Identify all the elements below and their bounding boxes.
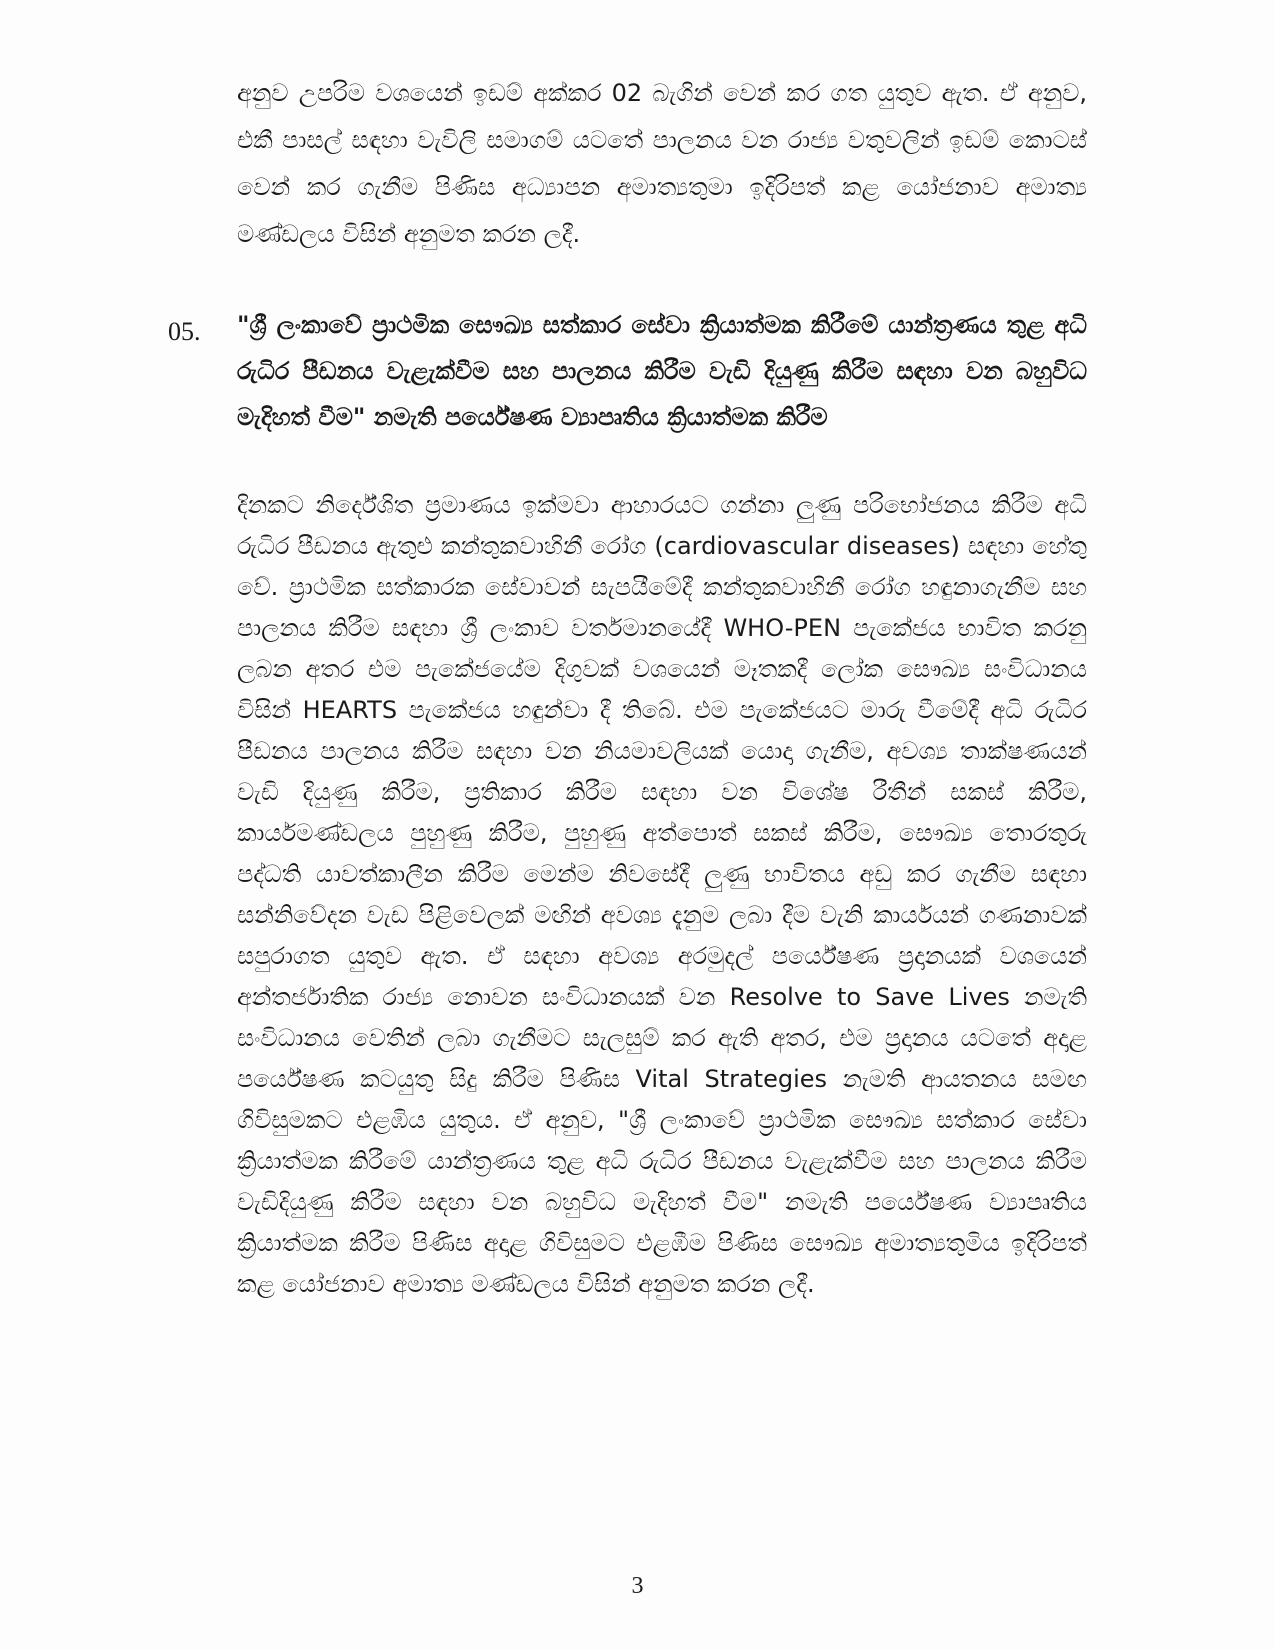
page-number: 3: [631, 1573, 644, 1599]
item-heading: "ශ්‍රී ලංකාවේ ප්‍රාථමික සෞඛ්‍ය සත්කාර සේවා ක්‍රියාත්මක කිරීමේ යාන්ත්‍රණය තුළ අධි රුධිර පීඩනය වැළැක්වීම සහ පාලනය කිරීම වැඩි දියුණු කිරීම සඳහා වන බහුවිධ මැදිහත් වීම" නමැති පර්යේෂණ ව්‍යාපෘතිය ක්‍රියාත්මක කිරීම: [237, 311, 1087, 431]
intro-paragraph: අනුව උපරිම වශයෙන් ඉඩම් අක්කර 02 බැගින් වෙන් කර ගත යුතුව ඇත. ඒ අනුව, එකී පාසල් සඳහා වැවිලි සමාගම් යටතේ පාලනය වන රාජ්‍ය වතුවලින් ඉඩම් කොටස් වෙන් කර ගැනීම පිණිස අධ්‍යාපන අමාත්‍යතුමා ඉදිරිපත් කළ යෝජනාව අමාත්‍ය මණ්ඩලය විසින් අනුමත කරන ලදී.: [237, 79, 1087, 248]
item-number: 05.: [168, 317, 201, 346]
item-body-paragraph: දිනකට නිර්දේශිත ප්‍රමාණය ඉක්මවා ආහාරයට ගන්නා ලුණු පරිභෝජනය කිරීම අධි රුධිර පීඩනය ඇතුළු කන්තුකවාහිනී රෝග (cardiovascular diseases) සඳහා හේතු වේ. ප්‍රාථමික සත්කාරක සේවාවන් සැපයීමේදී කන්තුකවාහිනී රෝග හඳුනාගැනීම සහ පාලනය කිරීම සඳහා ශ්‍රී ලංකාව වර්තමානයේදී WHO-PEN පැකේජය භාවිත කරනු ලබන අතර එම පැකේජයේම දිගුවක් වශයෙන් මෑතකදී ලෝක සෞඛ්‍ය සංවිධානය විසින් HEARTS පැකේජය හඳුන්වා දී තිබේ. එම පැකේජයට මාරු වීමේදී අධි රුධිර පීඩනය පාලනය කිරීම සඳහා වන නියමාවලියක් යොදා ගැනීම, අවශ්‍ය තාක්ෂණයන් වැඩි දියුණු කිරීම, ප්‍රතිකාර කිරීම සඳහා වන විශේෂ රීතීන් සකස් කිරීම, කාර්යමණ්ඩලය පුහුණු කිරීම, පුහුණු අත්පොත් සකස් කිරීම, සෞඛ්‍ය තොරතුරු පද්ධති යාවත්කාලීන කිරීම මෙන්ම නිවසේදී ලුණු භාවිතය අඩු කර ගැනීම සඳහා සන්නිවේදන වැඩ පිළිවෙලක් මඟින් අවශ්‍ය දැනුම ලබා දීම වැනි කාර්යයන් ගණනාවක් සපුරාගත යුතුව ඇත. ඒ සඳහා අවශ්‍ය අරමුදල් පර්යේෂණ ප්‍රදානයක් වශයෙන් අන්තර්ජාතික රාජ්‍ය නොවන සංවිධානයක් වන Resolve to Save Lives නමැති සංවිධානය වෙතින් ලබා ගැනීමට සැලසුම් කර ඇති අතර, එම ප්‍රදානය යටතේ අදාළ පර්යේෂණ කටයුතු සිදු කිරීම පිණිස Vital Strategies නැමති ආයතනය සමඟ ගිවිසුමකට එළඹිය යුතුය. ඒ අනුව, "ශ්‍රී ලංකාවේ ප්‍රාථමික සෞඛ්‍ය සත්කාර සේවා ක්‍රියාත්මක කිරීමේ යාන්ත්‍රණය තුළ අධි රුධිර පීඩනය වැළැක්වීම සහ පාලනය කිරීම වැඩිදියුණු කිරීම සඳහා වන බහුවිධ මැදිහත් වීම" නමැති පර්යේෂණ ව්‍යාපෘතිය ක්‍රියාත්මක කිරීම පිණිස අදාළ ගිවිසුමට එළඹීම පිණිස සෞඛ්‍ය අමාත්‍යතුමිය ඉදිරිපත් කළ යෝජනාව අමාත්‍ය මණ්ඩලය විසින් අනුමත කරන ලදී.: [237, 491, 1087, 1298]
